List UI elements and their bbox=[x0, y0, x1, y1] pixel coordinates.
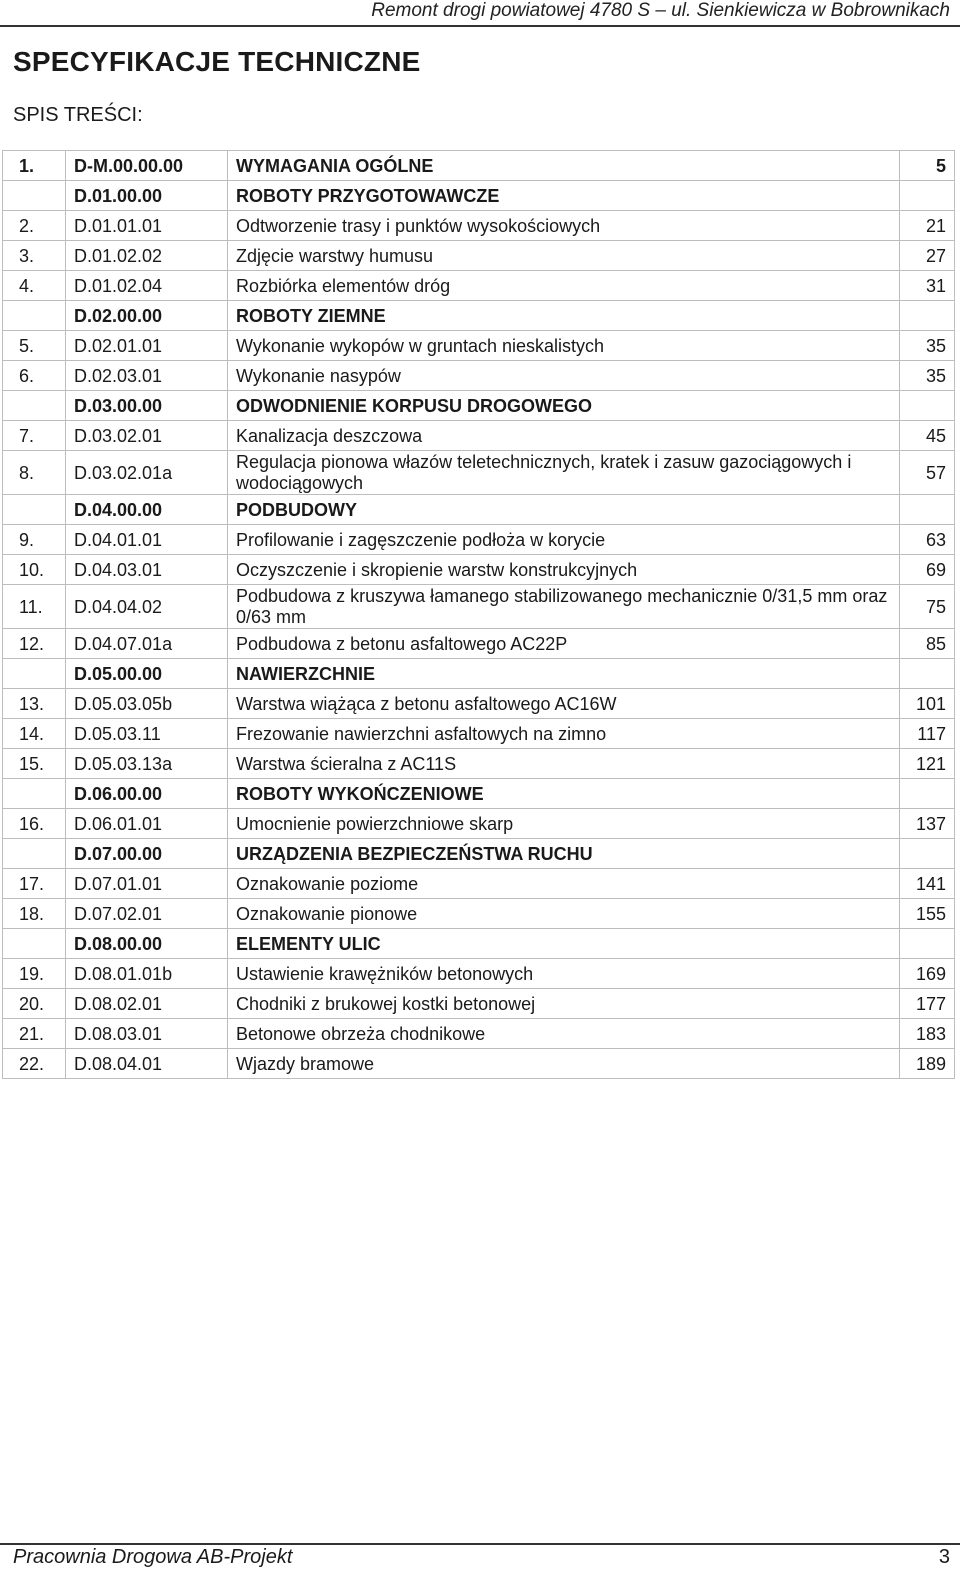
toc-page: 121 bbox=[900, 749, 955, 779]
toc-code: D.03.02.01 bbox=[66, 421, 228, 451]
toc-row bbox=[3, 899, 955, 929]
toc-row bbox=[3, 839, 955, 869]
toc-number: 9. bbox=[3, 525, 66, 555]
toc-number: 2. bbox=[3, 211, 66, 241]
toc-code: D.07.02.01 bbox=[66, 899, 228, 929]
toc-row bbox=[3, 451, 955, 495]
toc-page: 101 bbox=[900, 689, 955, 719]
toc-code: D.06.01.01 bbox=[66, 809, 228, 839]
toc-code: D.05.03.13a bbox=[66, 749, 228, 779]
toc-title: ROBOTY PRZYGOTOWAWCZE bbox=[228, 181, 900, 211]
toc-row bbox=[3, 689, 955, 719]
toc-code: D.07.01.01 bbox=[66, 869, 228, 899]
toc-row bbox=[3, 749, 955, 779]
toc-row bbox=[3, 525, 955, 555]
toc-number bbox=[3, 839, 66, 869]
toc-number: 13. bbox=[3, 689, 66, 719]
toc-title: Betonowe obrzeża chodnikowe bbox=[228, 1019, 900, 1049]
toc-page bbox=[900, 495, 955, 525]
toc-row bbox=[3, 391, 955, 421]
toc-number: 16. bbox=[3, 809, 66, 839]
toc-row bbox=[3, 989, 955, 1019]
toc-title: ROBOTY WYKOŃCZENIOWE bbox=[228, 779, 900, 809]
toc-title: ROBOTY ZIEMNE bbox=[228, 301, 900, 331]
toc-title: Oznakowanie poziome bbox=[228, 869, 900, 899]
toc-row bbox=[3, 181, 955, 211]
toc-title: Wykonanie wykopów w gruntach nieskalistych bbox=[228, 331, 900, 361]
toc-page bbox=[900, 839, 955, 869]
toc-title: Profilowanie i zagęszczenie podłoża w korycie bbox=[228, 525, 900, 555]
toc-title: Warstwa wiążąca z betonu asfaltowego AC16W bbox=[228, 689, 900, 719]
toc-body bbox=[3, 151, 955, 1079]
toc-code: D.08.03.01 bbox=[66, 1019, 228, 1049]
page-header-title: Remont drogi powiatowej 4780 S – ul. Sienkiewicza w Bobrownikach bbox=[371, 0, 950, 21]
toc-title: PODBUDOWY bbox=[228, 495, 900, 525]
toc-code: D.03.02.01a bbox=[66, 451, 228, 495]
toc-row bbox=[3, 301, 955, 331]
toc-number: 3. bbox=[3, 241, 66, 271]
toc-number: 10. bbox=[3, 555, 66, 585]
toc-number bbox=[3, 301, 66, 331]
footer-divider bbox=[0, 1543, 960, 1545]
header-divider bbox=[0, 25, 960, 27]
toc-code: D.08.00.00 bbox=[66, 929, 228, 959]
toc-code: D.04.01.01 bbox=[66, 525, 228, 555]
toc-code: D.03.00.00 bbox=[66, 391, 228, 421]
toc-row bbox=[3, 1019, 955, 1049]
toc-number: 11. bbox=[3, 585, 66, 629]
toc-row bbox=[3, 241, 955, 271]
toc-row bbox=[3, 779, 955, 809]
toc-page: 35 bbox=[900, 331, 955, 361]
toc-page: 177 bbox=[900, 989, 955, 1019]
toc-code: D.05.03.05b bbox=[66, 689, 228, 719]
toc-title: Odtworzenie trasy i punktów wysokościowych bbox=[228, 211, 900, 241]
toc-page: 69 bbox=[900, 555, 955, 585]
toc-heading: SPIS TREŚCI: bbox=[13, 104, 143, 126]
toc-title: Podbudowa z betonu asfaltowego AC22P bbox=[228, 629, 900, 659]
footer-page-number: 3 bbox=[938, 1546, 950, 1568]
toc-code: D-M.00.00.00 bbox=[66, 151, 228, 181]
toc-page: 35 bbox=[900, 361, 955, 391]
toc-number: 12. bbox=[3, 629, 66, 659]
toc-row bbox=[3, 555, 955, 585]
toc-number: 15. bbox=[3, 749, 66, 779]
toc-number: 4. bbox=[3, 271, 66, 301]
toc-title: WYMAGANIA OGÓLNE bbox=[228, 151, 900, 181]
toc-page: 189 bbox=[900, 1049, 955, 1079]
toc-code: D.01.02.02 bbox=[66, 241, 228, 271]
toc-title: Umocnienie powierzchniowe skarp bbox=[228, 809, 900, 839]
toc-page bbox=[900, 659, 955, 689]
toc-page: 27 bbox=[900, 241, 955, 271]
toc-title: Kanalizacja deszczowa bbox=[228, 421, 900, 451]
toc-code: D.07.00.00 bbox=[66, 839, 228, 869]
toc-code: D.06.00.00 bbox=[66, 779, 228, 809]
toc-row bbox=[3, 211, 955, 241]
toc-number: 7. bbox=[3, 421, 66, 451]
toc-code: D.01.01.01 bbox=[66, 211, 228, 241]
toc-title: Frezowanie nawierzchni asfaltowych na zimno bbox=[228, 719, 900, 749]
toc-number bbox=[3, 181, 66, 211]
toc-number: 8. bbox=[3, 451, 66, 495]
toc-row bbox=[3, 271, 955, 301]
toc-page: 75 bbox=[900, 585, 955, 629]
toc-page: 117 bbox=[900, 719, 955, 749]
toc-number bbox=[3, 659, 66, 689]
toc-code: D.04.00.00 bbox=[66, 495, 228, 525]
toc-row bbox=[3, 361, 955, 391]
toc-code: D.04.07.01a bbox=[66, 629, 228, 659]
toc-code: D.01.00.00 bbox=[66, 181, 228, 211]
toc-code: D.05.00.00 bbox=[66, 659, 228, 689]
toc-title: Regulacja pionowa włazów teletechnicznych, kratek i zasuw gazociągowych i wodociągowych bbox=[228, 451, 900, 495]
toc-page: 5 bbox=[900, 151, 955, 181]
toc-page: 85 bbox=[900, 629, 955, 659]
toc-number: 19. bbox=[3, 959, 66, 989]
toc-number: 14. bbox=[3, 719, 66, 749]
toc-row bbox=[3, 421, 955, 451]
toc-row bbox=[3, 869, 955, 899]
toc-number: 20. bbox=[3, 989, 66, 1019]
toc-page bbox=[900, 929, 955, 959]
toc-code: D.02.01.01 bbox=[66, 331, 228, 361]
toc-row bbox=[3, 331, 955, 361]
toc-row bbox=[3, 659, 955, 689]
toc-title: Wykonanie nasypów bbox=[228, 361, 900, 391]
toc-title: Ustawienie krawężników betonowych bbox=[228, 959, 900, 989]
toc-page bbox=[900, 181, 955, 211]
toc-number bbox=[3, 779, 66, 809]
toc-page: 57 bbox=[900, 451, 955, 495]
toc-number bbox=[3, 391, 66, 421]
toc-page bbox=[900, 779, 955, 809]
footer-company: Pracownia Drogowa AB-Projekt bbox=[13, 1546, 293, 1568]
toc-title: Oznakowanie pionowe bbox=[228, 899, 900, 929]
toc-row bbox=[3, 929, 955, 959]
toc-code: D.04.03.01 bbox=[66, 555, 228, 585]
toc-row bbox=[3, 1049, 955, 1079]
toc-title: Chodniki z brukowej kostki betonowej bbox=[228, 989, 900, 1019]
toc-page: 45 bbox=[900, 421, 955, 451]
toc-title: Warstwa ścieralna z AC11S bbox=[228, 749, 900, 779]
toc-title: URZĄDZENIA BEZPIECZEŃSTWA RUCHU bbox=[228, 839, 900, 869]
toc-row bbox=[3, 719, 955, 749]
toc-page bbox=[900, 391, 955, 421]
toc-page: 141 bbox=[900, 869, 955, 899]
toc-number: 1. bbox=[3, 151, 66, 181]
toc-code: D.02.03.01 bbox=[66, 361, 228, 391]
toc-row bbox=[3, 151, 955, 181]
toc-row bbox=[3, 959, 955, 989]
toc-row bbox=[3, 585, 955, 629]
toc-title: Oczyszczenie i skropienie warstw konstrukcyjnych bbox=[228, 555, 900, 585]
toc-row bbox=[3, 809, 955, 839]
toc-number bbox=[3, 929, 66, 959]
toc-number: 5. bbox=[3, 331, 66, 361]
toc-title: Wjazdy bramowe bbox=[228, 1049, 900, 1079]
toc-number: 18. bbox=[3, 899, 66, 929]
toc-page: 21 bbox=[900, 211, 955, 241]
table-of-contents bbox=[2, 150, 955, 1079]
toc-row bbox=[3, 629, 955, 659]
toc-number bbox=[3, 495, 66, 525]
toc-page: 137 bbox=[900, 809, 955, 839]
toc-number: 22. bbox=[3, 1049, 66, 1079]
toc-page: 155 bbox=[900, 899, 955, 929]
toc-page: 169 bbox=[900, 959, 955, 989]
toc-code: D.01.02.04 bbox=[66, 271, 228, 301]
toc-page bbox=[900, 301, 955, 331]
toc-code: D.05.03.11 bbox=[66, 719, 228, 749]
toc-code: D.08.01.01b bbox=[66, 959, 228, 989]
toc-title: NAWIERZCHNIE bbox=[228, 659, 900, 689]
toc-title: ELEMENTY ULIC bbox=[228, 929, 900, 959]
toc-page: 31 bbox=[900, 271, 955, 301]
toc-title: ODWODNIENIE KORPUSU DROGOWEGO bbox=[228, 391, 900, 421]
toc-title: Rozbiórka elementów dróg bbox=[228, 271, 900, 301]
toc-number: 6. bbox=[3, 361, 66, 391]
toc-code: D.08.04.01 bbox=[66, 1049, 228, 1079]
toc-code: D.02.00.00 bbox=[66, 301, 228, 331]
document-title: SPECYFIKACJE TECHNICZNE bbox=[13, 46, 421, 77]
toc-row bbox=[3, 495, 955, 525]
toc-code: D.08.02.01 bbox=[66, 989, 228, 1019]
toc-code: D.04.04.02 bbox=[66, 585, 228, 629]
toc-page: 63 bbox=[900, 525, 955, 555]
toc-page: 183 bbox=[900, 1019, 955, 1049]
toc-number: 21. bbox=[3, 1019, 66, 1049]
toc-title: Podbudowa z kruszywa łamanego stabilizowanego mechanicznie 0/31,5 mm oraz 0/63 mm bbox=[228, 585, 900, 629]
toc-title: Zdjęcie warstwy humusu bbox=[228, 241, 900, 271]
toc-number: 17. bbox=[3, 869, 66, 899]
